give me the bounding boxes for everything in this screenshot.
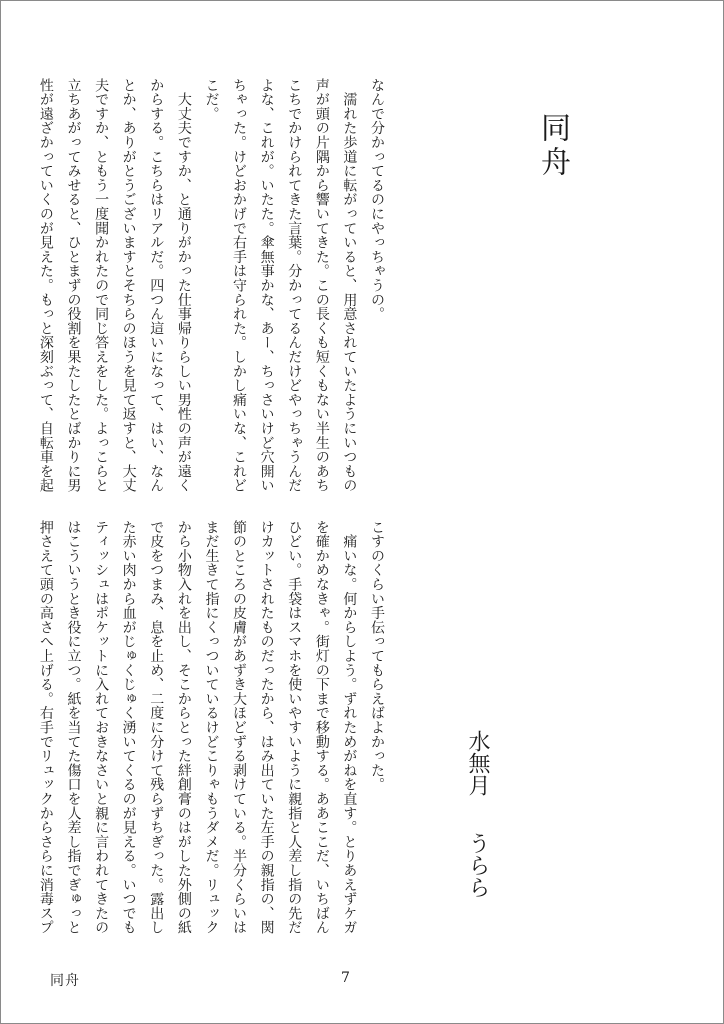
body-text-bottom bbox=[37, 520, 390, 956]
author-family-name: 水無月 bbox=[465, 730, 490, 796]
text-line: 性が遠ざかっていくのが見えた。もっと深刻ぶって、自転車を起 bbox=[37, 78, 54, 493]
text-line: た赤い肉から血がじゅくじゅく湧いてくるのが見える。いつでも bbox=[120, 520, 137, 935]
text-line: からする。こちらはリアルだ。四つん這いになって、はい、なん bbox=[148, 78, 165, 493]
text-line: 大丈夫ですか、と通りがかった仕事帰りらしい男性の声が遠く bbox=[175, 78, 192, 493]
text-line: ティッシュはポケットに入れておきなさいと親に言われてきたの bbox=[93, 520, 110, 935]
author-name bbox=[462, 730, 492, 898]
text-line: 痛いな。何からしよう。ずれためがねを直す。とりあえずケガ bbox=[341, 520, 358, 935]
text-line: こだ。 bbox=[203, 78, 220, 121]
text-line: こちでかけられてきた言葉。分かってるんだけどやっちゃうんだ bbox=[286, 78, 303, 493]
text-line: ひどい。手袋はスマホを使いやすいように親指と人差し指の先だ bbox=[286, 520, 303, 935]
text-line: よな、これが。いたた。傘無事かな、あー、ちっさいけど穴開い bbox=[258, 78, 275, 493]
page-number: 7 bbox=[341, 970, 350, 986]
body-text-top bbox=[37, 78, 390, 494]
running-title: 同舟 bbox=[50, 973, 80, 989]
author-given-name: うらら bbox=[465, 832, 490, 898]
text-line: 声が頭の片隅から響いてきた。この長くも短くもない半生のあち bbox=[313, 78, 330, 493]
story-title: 同舟 bbox=[535, 112, 570, 180]
text-line: はこういうとき役に立つ。紙を当てた傷口を人差し指でぎゅっと bbox=[65, 520, 82, 935]
text-line: なんで分かってるのにやっちゃうの。 bbox=[369, 78, 385, 322]
text-line: まだ生きて指にくっついているけどこりゃもうダメだ。リュック bbox=[203, 520, 220, 935]
text-line: 節のところの皮膚があずき大ほどずる剥けている。半分くらいは bbox=[231, 520, 248, 935]
text-line: 濡れた歩道に転がっていると、用意されていたようにいつもの bbox=[341, 78, 358, 493]
text-line: ちゃった。けどおかげで右手は守られた。しかし痛いな、これど bbox=[231, 78, 248, 493]
text-line: を確かめなきゃ。街灯の下まで移動する。ああここだ、いちばん bbox=[313, 520, 330, 935]
text-line: こすのくらい手伝ってもらえばよかった。 bbox=[369, 520, 385, 792]
text-line: とか、ありがとうございますとそちらのほうを見て返すと、大丈 bbox=[120, 78, 137, 493]
text-line: 押さえて頭の高さへ上げる。右手でリュックからさらに消毒スプ bbox=[37, 520, 54, 935]
text-line: 立ちあがってみせると、ひとまずの役割を果たしたとばかりに男 bbox=[65, 78, 82, 493]
text-line: 夫ですか、ともう一度聞かれたので同じ答えをした。よっこらと bbox=[93, 78, 110, 493]
text-line: で皮をつまみ、息を止め、二度に分けて残らずちぎった。露出し bbox=[148, 520, 165, 935]
text-line: から小物入れを出し、そこからとった絆創膏のはがした外側の紙 bbox=[175, 520, 192, 935]
text-line: けカットされたものだったから、はみ出ていた左手の親指の、関 bbox=[258, 520, 275, 935]
